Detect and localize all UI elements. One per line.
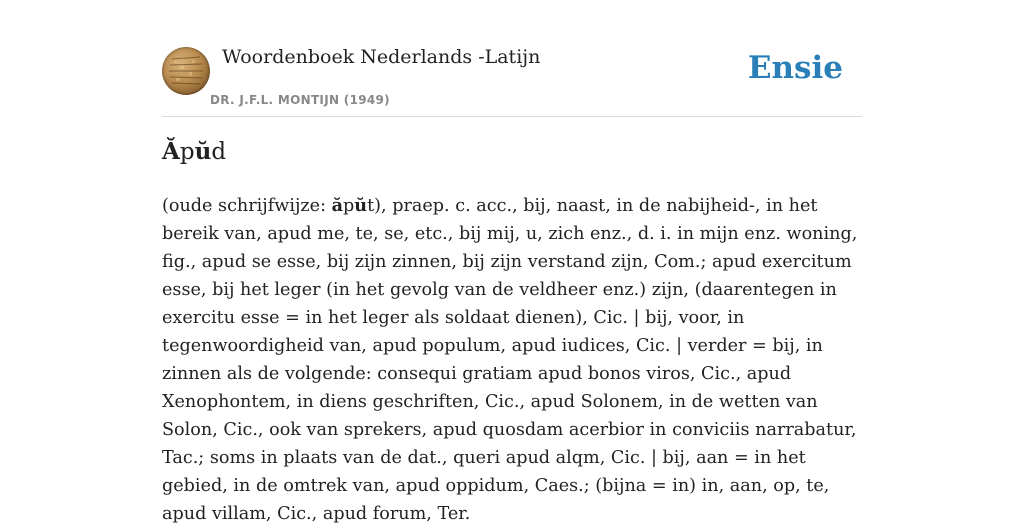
entry-title-char: ŭ bbox=[194, 138, 212, 165]
entry-body-text: ), praep. c. acc., bij, naast, in de nabijheid-, in het bereik van, apud me, te, se, etc., bij mij, u, zich enz., d. i. in mijn enz. woning, fig., apud se esse, bij zijn zinnen, bij zijn verstand zijn, Com.; apud exercitum esse, bij het leger (in het gevolg van de veldheer enz.) zijn, (daarentegen in exercitu esse = in het leger als soldaat dienen), Cic. | bij, voor, in tegenwoordigheid van, apud populum, apud iudices, Cic. | verder = bij, in zinnen als de volgende: consequi gratiam apud bonos viros, Cic., apud Xenophontem, in diens geschriften, Cic., apud Solonem, in de wetten van Solon, Cic., ook van sprekers, apud quosdam acerbior in conviciis narrabatur, Tac.; soms in plaats van de dat., queri apud alqm, Cic. | bij, aan = in het gebied, in de omtrek van, apud oppidum, Caes.; (bijna = in) in, aan, op, te, apud villam, Cic., apud forum, Ter. bbox=[162, 196, 858, 524]
book-title[interactable]: Woordenboek Nederlands -Latijn bbox=[222, 46, 541, 68]
entry-alt-spelling-char: ŭ bbox=[354, 195, 368, 216]
entry-title bbox=[162, 138, 226, 165]
entry-title-char: d bbox=[211, 139, 227, 165]
bronze-medal-logo-icon[interactable] bbox=[162, 47, 210, 95]
ensie-brand-link[interactable]: Ensie bbox=[747, 50, 843, 86]
entry-body-intro: (oude schrijfwijze: bbox=[162, 196, 332, 216]
book-author: DR. J.F.L. MONTIJN (1949) bbox=[210, 93, 390, 107]
entry-body bbox=[162, 192, 862, 528]
entry-alt-spelling-char: p bbox=[343, 196, 355, 216]
entry-alt-spelling-char: t bbox=[367, 196, 375, 216]
entry-alt-spelling-char: ă bbox=[331, 195, 344, 216]
entry-title-char: Ă bbox=[162, 138, 180, 165]
entry-title-char: p bbox=[179, 139, 195, 165]
header bbox=[162, 40, 862, 117]
